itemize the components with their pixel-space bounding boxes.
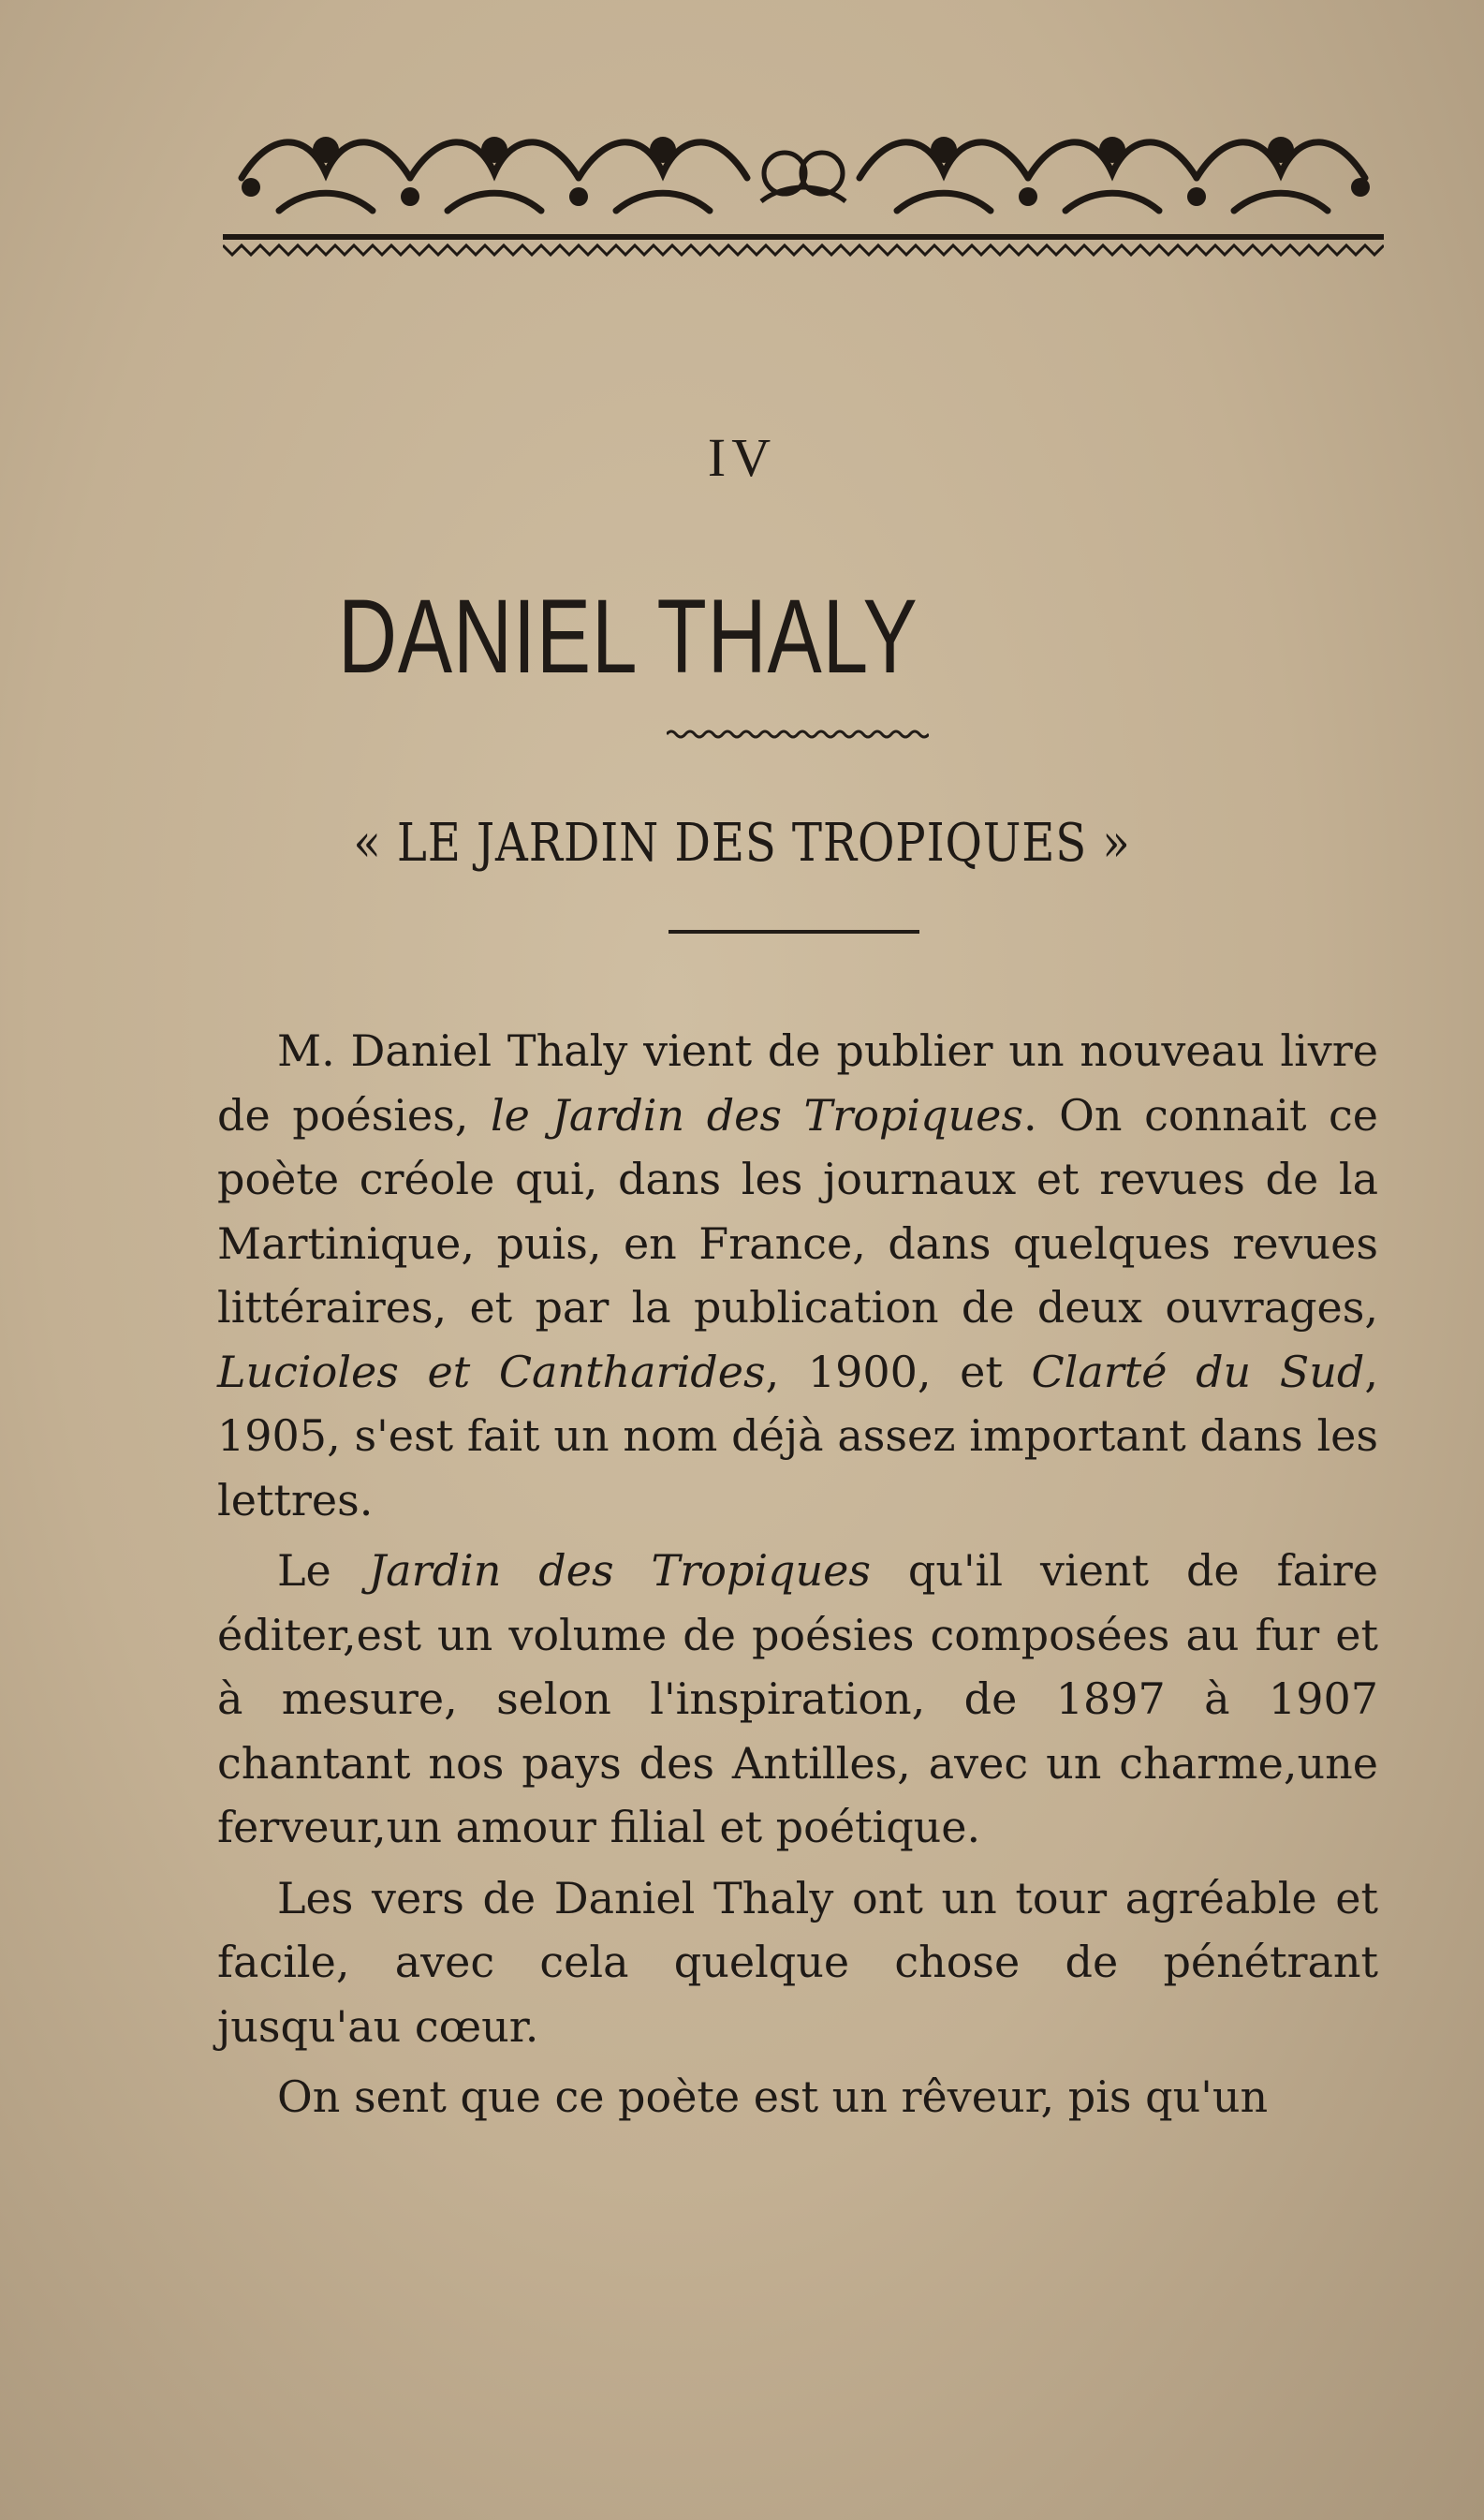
paragraph <box>217 1866 1378 2059</box>
text-run: M. Daniel Thaly vient de publier un nouveau livre de poésies, <box>217 1025 1378 1141</box>
text-run: qu'il vient de faire éditer,est un volume de poésies composées au fur et à mesure, selon l'inspiration, de 1897 à 1907 chantant nos pays des Antilles, avec un charme,une ferveur,un amour filial et poétique. <box>217 1545 1378 1852</box>
wavy-divider <box>667 727 929 742</box>
body-text <box>217 1019 1378 2136</box>
text-run: , 1900, et <box>765 1346 1032 1397</box>
paragraph <box>217 1539 1378 1860</box>
text-run: Le <box>277 1545 369 1596</box>
chapter-number: IV <box>707 427 777 488</box>
book-title-italic: le Jardin des Tropiques <box>490 1089 1023 1141</box>
decorative-header-band <box>223 122 1384 272</box>
chapter-subtitle: « LE JARDIN DES TROPIQUES » <box>353 813 1131 874</box>
book-title-italic: Lucioles et Cantharides <box>217 1346 766 1397</box>
text-run: On sent que ce poète est un rêveur, pis qu'un <box>277 2071 1269 2122</box>
text-run: , 1905, s'est fait un nom déjà assez important dans les lettres. <box>217 1346 1378 1525</box>
book-title-italic: Clarté du Sud <box>1031 1346 1365 1397</box>
book-title-italic: Jardin des Tropiques <box>368 1545 871 1596</box>
horizontal-rule <box>669 930 919 934</box>
chapter-title: DANIEL THALY <box>338 578 918 695</box>
paragraph <box>217 2065 1378 2129</box>
text-run: . On connait ce poète créole qui, dans les journaux et revues de la Martinique, puis, en France, dans quelques revues littéraires, et par la publication de deux ouvrages, <box>217 1089 1378 1333</box>
paragraph <box>217 1019 1378 1532</box>
text-run: Les vers de Daniel Thaly ont un tour agréable et facile, avec cela quelque chose de pénétrant jusqu'au cœur. <box>217 1872 1378 2052</box>
